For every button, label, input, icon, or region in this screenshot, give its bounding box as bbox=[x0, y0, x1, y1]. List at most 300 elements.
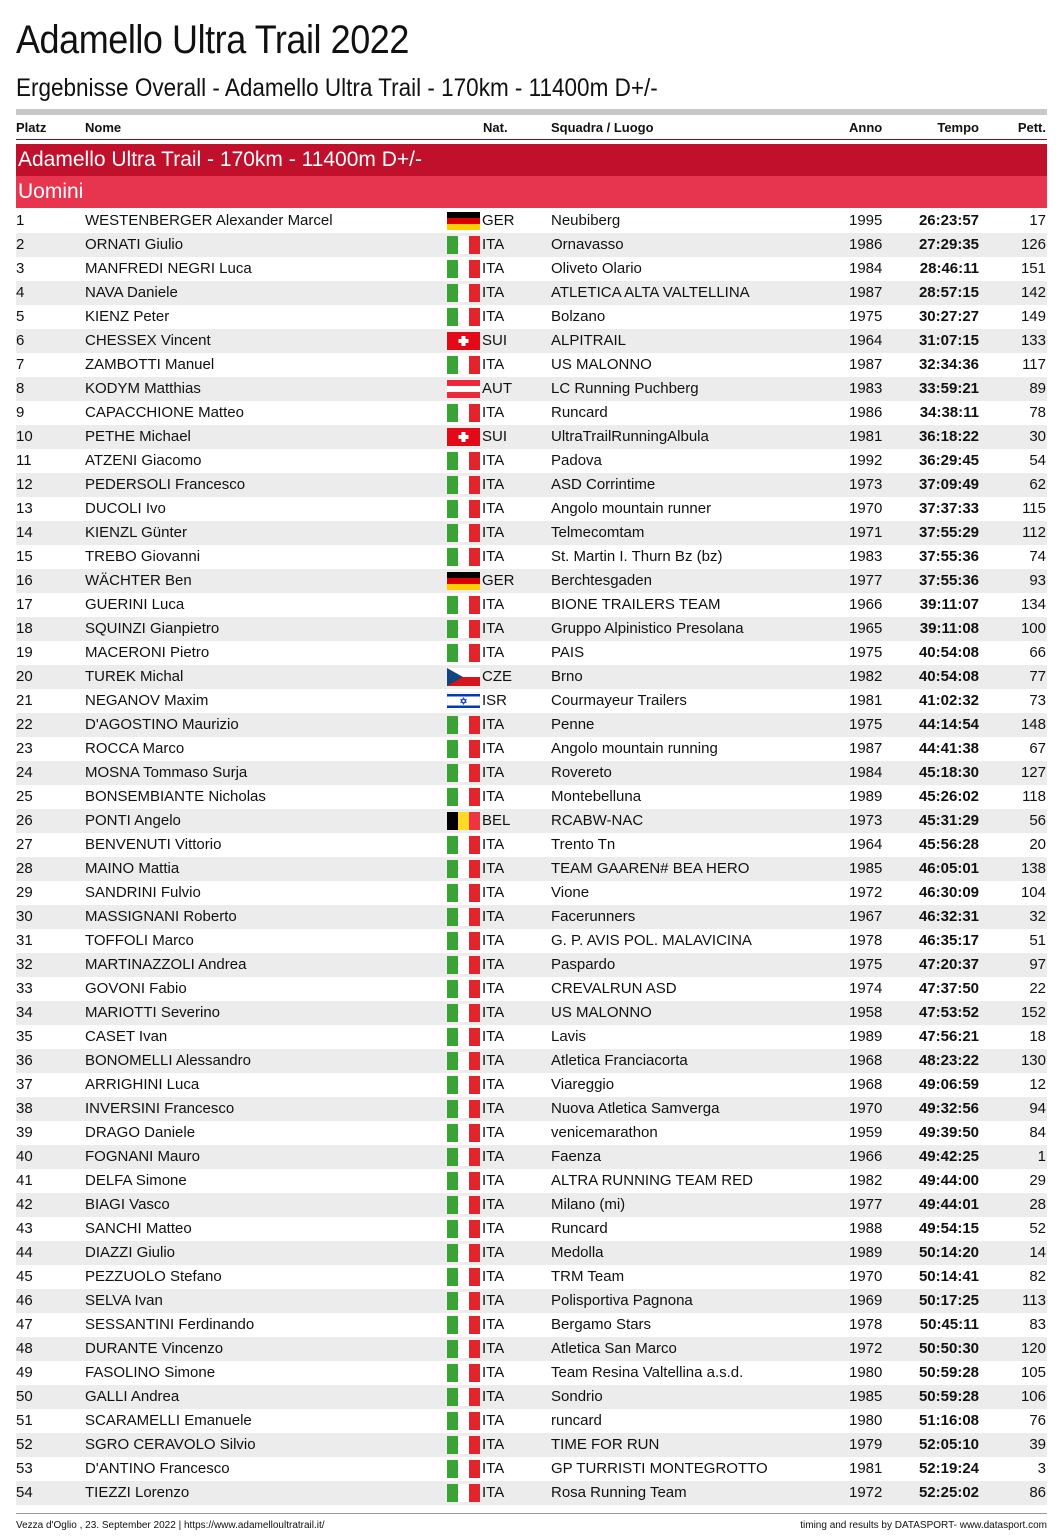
cell-anno: 1992 bbox=[849, 452, 883, 469]
cell-anno: 1995 bbox=[849, 212, 883, 229]
cell-nat: ITA bbox=[482, 956, 505, 973]
cell-nat: ITA bbox=[482, 1412, 505, 1429]
cell-pett: 76 bbox=[1029, 1412, 1046, 1429]
flag-ita-icon bbox=[447, 284, 480, 302]
cell-tempo: 49:44:01 bbox=[918, 1196, 979, 1213]
cell-nat: ITA bbox=[482, 1268, 505, 1285]
flag-ita-icon bbox=[447, 236, 480, 254]
table-row bbox=[16, 545, 1047, 569]
cell-nat: ITA bbox=[482, 1172, 505, 1189]
table-row bbox=[16, 809, 1047, 833]
cell-nome: NAVA Daniele bbox=[85, 284, 178, 301]
cell-tempo: 36:29:45 bbox=[918, 452, 979, 469]
cell-platz: 22 bbox=[16, 716, 33, 733]
cell-nat: ITA bbox=[482, 1244, 505, 1261]
flag-ita-icon bbox=[447, 1196, 480, 1214]
flag-ita-icon bbox=[447, 1076, 480, 1094]
cell-nat: ITA bbox=[482, 1364, 505, 1381]
cell-anno: 1967 bbox=[849, 908, 883, 925]
cell-platz: 16 bbox=[16, 572, 33, 589]
flag-ita-icon bbox=[447, 1340, 480, 1358]
cell-tempo: 41:02:32 bbox=[918, 692, 979, 709]
cell-squadra: TIME FOR RUN bbox=[551, 1436, 660, 1453]
table-row bbox=[16, 617, 1047, 641]
cell-tempo: 47:53:52 bbox=[918, 1004, 979, 1021]
cell-anno: 1977 bbox=[849, 1196, 883, 1213]
footer-right: timing and results by DATASPORT- www.datasport.com bbox=[800, 1520, 1047, 1531]
cell-nome: MASSIGNANI Roberto bbox=[85, 908, 237, 925]
flag-ita-icon bbox=[447, 884, 480, 902]
cell-nome: SANDRINI Fulvio bbox=[85, 884, 201, 901]
cell-anno: 1984 bbox=[849, 764, 883, 781]
cell-anno: 1972 bbox=[849, 1340, 883, 1357]
cell-pett: 149 bbox=[1020, 308, 1046, 325]
cell-pett: 100 bbox=[1020, 620, 1046, 637]
table-row bbox=[16, 1073, 1047, 1097]
cell-nat: ITA bbox=[482, 356, 505, 373]
flag-ita-icon bbox=[447, 980, 480, 998]
cell-nome: DRAGO Daniele bbox=[85, 1124, 196, 1141]
cell-tempo: 44:14:54 bbox=[918, 716, 979, 733]
cell-pett: 148 bbox=[1020, 716, 1046, 733]
cell-anno: 1964 bbox=[849, 836, 883, 853]
cell-nome: D'ANTINO Francesco bbox=[85, 1460, 230, 1477]
cell-nat: ITA bbox=[482, 908, 505, 925]
cell-pett: 94 bbox=[1029, 1100, 1046, 1117]
cell-nat: ITA bbox=[482, 1340, 505, 1357]
cell-nome: CHESSEX Vincent bbox=[85, 332, 211, 349]
cell-platz: 4 bbox=[16, 284, 25, 301]
cell-nat: ITA bbox=[482, 596, 505, 613]
cell-squadra: Angolo mountain running bbox=[551, 740, 718, 757]
cell-nome: BONSEMBIANTE Nicholas bbox=[85, 788, 266, 805]
cell-platz: 50 bbox=[16, 1388, 33, 1405]
cell-nome: KODYM Matthias bbox=[85, 380, 201, 397]
cell-platz: 6 bbox=[16, 332, 25, 349]
cell-nat: ITA bbox=[482, 260, 505, 277]
cell-tempo: 50:14:20 bbox=[918, 1244, 979, 1261]
cell-squadra: Vione bbox=[551, 884, 590, 901]
cell-nome: SQUINZI Gianpietro bbox=[85, 620, 220, 637]
table-row bbox=[16, 905, 1047, 929]
cell-nat: ITA bbox=[482, 500, 505, 517]
cell-squadra: Runcard bbox=[551, 1220, 608, 1237]
cell-squadra: Atletica San Marco bbox=[551, 1340, 677, 1357]
cell-anno: 1972 bbox=[849, 1484, 883, 1501]
cell-platz: 23 bbox=[16, 740, 33, 757]
cell-squadra: Telmecomtam bbox=[551, 524, 645, 541]
table-row bbox=[16, 833, 1047, 857]
table-row bbox=[16, 233, 1047, 257]
cell-pett: 39 bbox=[1029, 1436, 1046, 1453]
cell-platz: 8 bbox=[16, 380, 25, 397]
flag-ita-icon bbox=[447, 764, 480, 782]
cell-squadra: BIONE TRAILERS TEAM bbox=[551, 596, 721, 613]
cell-nat: GER bbox=[482, 572, 515, 589]
column-header-platz: Platz bbox=[16, 120, 47, 135]
cell-nome: FOGNANI Mauro bbox=[85, 1148, 201, 1165]
table-row bbox=[16, 497, 1047, 521]
flag-ita-icon bbox=[447, 500, 480, 518]
flag-ita-icon bbox=[447, 1052, 480, 1070]
table-row bbox=[16, 713, 1047, 737]
cell-nat: ITA bbox=[482, 404, 505, 421]
table-row bbox=[16, 209, 1047, 233]
cell-platz: 20 bbox=[16, 668, 33, 685]
cell-anno: 1989 bbox=[849, 1244, 883, 1261]
table-row bbox=[16, 425, 1047, 449]
cell-tempo: 39:11:08 bbox=[919, 620, 979, 637]
cell-squadra: Atletica Franciacorta bbox=[551, 1052, 688, 1069]
cell-pett: 12 bbox=[1029, 1076, 1046, 1093]
cell-nome: SGRO CERAVOLO Silvio bbox=[85, 1436, 256, 1453]
flag-bel-icon bbox=[447, 812, 480, 830]
cell-anno: 1975 bbox=[849, 716, 883, 733]
cell-anno: 1975 bbox=[849, 308, 883, 325]
flag-sui-icon bbox=[447, 332, 480, 350]
cell-squadra: US MALONNO bbox=[551, 356, 652, 373]
cell-nat: ITA bbox=[482, 644, 505, 661]
cell-tempo: 45:26:02 bbox=[918, 788, 979, 805]
cell-tempo: 45:31:29 bbox=[918, 812, 979, 829]
cell-nome: DELFA Simone bbox=[85, 1172, 187, 1189]
flag-ita-icon bbox=[447, 644, 480, 662]
cell-nat: GER bbox=[482, 212, 515, 229]
table-row bbox=[16, 593, 1047, 617]
cell-pett: 115 bbox=[1022, 500, 1046, 517]
cell-squadra: Brno bbox=[551, 668, 583, 685]
cell-squadra: Penne bbox=[551, 716, 595, 733]
cell-nat: ITA bbox=[482, 740, 505, 757]
cell-tempo: 46:30:09 bbox=[918, 884, 979, 901]
cell-tempo: 50:59:28 bbox=[918, 1364, 979, 1381]
cell-nat: ITA bbox=[482, 1028, 505, 1045]
cell-pett: 62 bbox=[1029, 476, 1046, 493]
cell-platz: 34 bbox=[16, 1004, 33, 1021]
table-row bbox=[16, 689, 1047, 713]
cell-platz: 30 bbox=[16, 908, 33, 925]
table-row bbox=[16, 929, 1047, 953]
cell-tempo: 47:37:50 bbox=[918, 980, 979, 997]
cell-anno: 1972 bbox=[849, 884, 883, 901]
cell-anno: 1989 bbox=[849, 1028, 883, 1045]
cell-anno: 1959 bbox=[849, 1124, 883, 1141]
cell-nome: GUERINI Luca bbox=[85, 596, 185, 613]
cell-anno: 1958 bbox=[849, 1004, 883, 1021]
table-row bbox=[16, 1289, 1047, 1313]
table-row bbox=[16, 1097, 1047, 1121]
cell-platz: 1 bbox=[16, 212, 25, 229]
cell-platz: 33 bbox=[16, 980, 33, 997]
cell-nat: SUI bbox=[482, 332, 508, 349]
cell-nat: ITA bbox=[482, 1460, 505, 1477]
cell-anno: 1968 bbox=[849, 1052, 883, 1069]
table-row bbox=[16, 1481, 1047, 1505]
flag-ita-icon bbox=[447, 740, 480, 758]
table-row bbox=[16, 1145, 1047, 1169]
cell-platz: 39 bbox=[16, 1124, 33, 1141]
cell-pett: 86 bbox=[1029, 1484, 1046, 1501]
table-row bbox=[16, 1049, 1047, 1073]
cell-anno: 1985 bbox=[849, 1388, 883, 1405]
cell-platz: 26 bbox=[16, 812, 33, 829]
cell-tempo: 49:54:15 bbox=[918, 1220, 979, 1237]
cell-platz: 13 bbox=[16, 500, 33, 517]
cell-platz: 42 bbox=[16, 1196, 33, 1213]
cell-platz: 2 bbox=[16, 236, 25, 253]
cell-nome: CASET Ivan bbox=[85, 1028, 168, 1045]
cell-squadra: Bolzano bbox=[551, 308, 606, 325]
cell-nome: BENVENUTI Vittorio bbox=[85, 836, 222, 853]
cell-platz: 40 bbox=[16, 1148, 33, 1165]
flag-ita-icon bbox=[447, 956, 480, 974]
cell-platz: 43 bbox=[16, 1220, 33, 1237]
flag-ita-icon bbox=[447, 1220, 480, 1238]
cell-nat: ITA bbox=[482, 1436, 505, 1453]
cell-tempo: 50:59:28 bbox=[918, 1388, 979, 1405]
cell-platz: 37 bbox=[16, 1076, 33, 1093]
cell-tempo: 52:25:02 bbox=[918, 1484, 979, 1501]
flag-ita-icon bbox=[447, 1316, 480, 1334]
cell-platz: 15 bbox=[16, 548, 33, 565]
table-row bbox=[16, 281, 1047, 305]
cell-platz: 24 bbox=[16, 764, 33, 781]
cell-nome: D'AGOSTINO Maurizio bbox=[85, 716, 239, 733]
cell-nome: FASOLINO Simone bbox=[85, 1364, 216, 1381]
page-title: Adamello Ultra Trail 2022 bbox=[16, 18, 409, 62]
cell-platz: 52 bbox=[16, 1436, 33, 1453]
column-header-nat: Nat. bbox=[483, 120, 508, 135]
category-band: Uomini bbox=[16, 176, 1047, 208]
flag-sui-icon bbox=[447, 428, 480, 446]
cell-tempo: 49:44:00 bbox=[918, 1172, 979, 1189]
table-row bbox=[16, 1457, 1047, 1481]
cell-nome: MARTINAZZOLI Andrea bbox=[85, 956, 247, 973]
cell-tempo: 50:14:41 bbox=[918, 1268, 979, 1285]
cell-nome: KIENZ Peter bbox=[85, 308, 170, 325]
cell-pett: 20 bbox=[1029, 836, 1046, 853]
cell-squadra: RCABW-NAC bbox=[551, 812, 644, 829]
cell-nome: PEDERSOLI Francesco bbox=[85, 476, 246, 493]
flag-ita-icon bbox=[447, 860, 480, 878]
cell-pett: 117 bbox=[1022, 356, 1046, 373]
column-header-anno: Anno bbox=[849, 120, 883, 135]
cell-anno: 1973 bbox=[849, 476, 883, 493]
cell-pett: 93 bbox=[1029, 572, 1046, 589]
table-row bbox=[16, 1361, 1047, 1385]
cell-squadra: Paspardo bbox=[551, 956, 616, 973]
table-row bbox=[16, 1265, 1047, 1289]
cell-platz: 36 bbox=[16, 1052, 33, 1069]
cell-tempo: 46:32:31 bbox=[918, 908, 979, 925]
cell-platz: 46 bbox=[16, 1292, 33, 1309]
cell-nome: TUREK Michal bbox=[85, 668, 184, 685]
cell-platz: 19 bbox=[16, 644, 33, 661]
cell-anno: 1969 bbox=[849, 1292, 883, 1309]
cell-anno: 1986 bbox=[849, 236, 883, 253]
cell-nat: ITA bbox=[482, 932, 505, 949]
cell-squadra: Viareggio bbox=[551, 1076, 615, 1093]
cell-platz: 53 bbox=[16, 1460, 33, 1477]
cell-anno: 1986 bbox=[849, 404, 883, 421]
table-row bbox=[16, 1313, 1047, 1337]
cell-platz: 32 bbox=[16, 956, 33, 973]
table-row bbox=[16, 473, 1047, 497]
cell-pett: 152 bbox=[1020, 1004, 1046, 1021]
table-row bbox=[16, 1385, 1047, 1409]
cell-nat: ITA bbox=[482, 284, 505, 301]
cell-nome: ORNATI Giulio bbox=[85, 236, 184, 253]
cell-nome: MOSNA Tommaso Surja bbox=[85, 764, 248, 781]
cell-pett: 151 bbox=[1020, 260, 1046, 277]
cell-nome: BIAGI Vasco bbox=[85, 1196, 170, 1213]
cell-nome: PONTI Angelo bbox=[85, 812, 181, 829]
cell-squadra: ASD Corrintime bbox=[551, 476, 656, 493]
cell-nome: KIENZL Günter bbox=[85, 524, 187, 541]
cell-nat: BEL bbox=[482, 812, 511, 829]
cell-nome: NEGANOV Maxim bbox=[85, 692, 209, 709]
cell-anno: 1975 bbox=[849, 644, 883, 661]
table-row bbox=[16, 569, 1047, 593]
cell-squadra: Milano (mi) bbox=[551, 1196, 626, 1213]
cell-anno: 1973 bbox=[849, 812, 883, 829]
cell-platz: 29 bbox=[16, 884, 33, 901]
cell-squadra: GP TURRISTI MONTEGROTTO bbox=[551, 1460, 768, 1477]
cell-nat: ITA bbox=[482, 1484, 505, 1501]
cell-nat: ISR bbox=[482, 692, 508, 709]
cell-tempo: 44:41:38 bbox=[918, 740, 979, 757]
cell-platz: 9 bbox=[16, 404, 25, 421]
cell-nat: AUT bbox=[482, 380, 512, 397]
cell-nome: MARIOTTI Severino bbox=[85, 1004, 221, 1021]
cell-pett: 120 bbox=[1020, 1340, 1046, 1357]
cell-pett: 28 bbox=[1029, 1196, 1046, 1213]
cell-platz: 31 bbox=[16, 932, 33, 949]
flag-ita-icon bbox=[447, 1484, 480, 1502]
cell-platz: 10 bbox=[16, 428, 33, 445]
table-row bbox=[16, 1241, 1047, 1265]
cell-nat: ITA bbox=[482, 620, 505, 637]
cell-anno: 1980 bbox=[849, 1364, 883, 1381]
cell-nat: ITA bbox=[482, 1004, 505, 1021]
cell-anno: 1984 bbox=[849, 260, 883, 277]
cell-tempo: 37:55:36 bbox=[918, 572, 979, 589]
cell-pett: 77 bbox=[1029, 668, 1046, 685]
cell-nome: PEZZUOLO Stefano bbox=[85, 1268, 222, 1285]
table-row bbox=[16, 1001, 1047, 1025]
cell-anno: 1982 bbox=[849, 1172, 883, 1189]
cell-pett: 32 bbox=[1029, 908, 1046, 925]
cell-squadra: Rovereto bbox=[551, 764, 612, 781]
column-header-pett: Pett. bbox=[1017, 120, 1046, 135]
cell-pett: 22 bbox=[1029, 980, 1046, 997]
cell-squadra: Bergamo Stars bbox=[551, 1316, 652, 1333]
table-row bbox=[16, 1169, 1047, 1193]
cell-squadra: ATLETICA ALTA VALTELLINA bbox=[551, 284, 750, 301]
cell-nome: WESTENBERGER Alexander Marcel bbox=[85, 212, 333, 229]
cell-platz: 11 bbox=[16, 452, 32, 469]
cell-tempo: 49:39:50 bbox=[918, 1124, 979, 1141]
flag-ita-icon bbox=[447, 836, 480, 854]
cell-nome: MAINO Mattia bbox=[85, 860, 180, 877]
cell-nome: DIAZZI Giulio bbox=[85, 1244, 176, 1261]
table-row bbox=[16, 329, 1047, 353]
cell-pett: 104 bbox=[1020, 884, 1046, 901]
cell-nat: ITA bbox=[482, 884, 505, 901]
cell-pett: 73 bbox=[1029, 692, 1046, 709]
cell-anno: 1975 bbox=[849, 956, 883, 973]
cell-squadra: St. Martin I. Thurn Bz (bz) bbox=[551, 548, 723, 565]
cell-nat: ITA bbox=[482, 1148, 505, 1165]
cell-pett: 56 bbox=[1029, 812, 1046, 829]
flag-ita-icon bbox=[447, 932, 480, 950]
cell-pett: 18 bbox=[1029, 1028, 1046, 1045]
flag-isr-icon bbox=[447, 692, 480, 710]
cell-pett: 112 bbox=[1022, 524, 1046, 541]
cell-nat: ITA bbox=[482, 236, 505, 253]
cell-tempo: 32:34:36 bbox=[918, 356, 979, 373]
table-row bbox=[16, 353, 1047, 377]
cell-nat: ITA bbox=[482, 1124, 505, 1141]
cell-nome: ROCCA Marco bbox=[85, 740, 185, 757]
cell-pett: 89 bbox=[1029, 380, 1046, 397]
cell-squadra: Ornavasso bbox=[551, 236, 624, 253]
cell-tempo: 27:29:35 bbox=[918, 236, 979, 253]
flag-ita-icon bbox=[447, 1004, 480, 1022]
cell-nat: ITA bbox=[482, 1292, 505, 1309]
cell-squadra: Lavis bbox=[551, 1028, 587, 1045]
cell-platz: 35 bbox=[16, 1028, 33, 1045]
cell-nome: BONOMELLI Alessandro bbox=[85, 1052, 251, 1069]
cell-pett: 142 bbox=[1020, 284, 1046, 301]
cell-platz: 48 bbox=[16, 1340, 33, 1357]
cell-pett: 30 bbox=[1029, 428, 1046, 445]
flag-ita-icon bbox=[447, 1028, 480, 1046]
cell-anno: 1970 bbox=[849, 500, 883, 517]
flag-ita-icon bbox=[447, 1412, 480, 1430]
cell-tempo: 50:17:25 bbox=[918, 1292, 979, 1309]
cell-tempo: 45:56:28 bbox=[918, 836, 979, 853]
cell-nat: ITA bbox=[482, 1100, 505, 1117]
table-row bbox=[16, 665, 1047, 689]
cell-tempo: 30:27:27 bbox=[918, 308, 979, 325]
cell-pett: 106 bbox=[1020, 1388, 1046, 1405]
cell-tempo: 40:54:08 bbox=[918, 668, 979, 685]
cell-anno: 1971 bbox=[849, 524, 883, 541]
cell-pett: 29 bbox=[1029, 1172, 1046, 1189]
cell-tempo: 37:37:33 bbox=[918, 500, 979, 517]
cell-anno: 1965 bbox=[849, 620, 883, 637]
cell-squadra: Medolla bbox=[551, 1244, 604, 1261]
cell-platz: 51 bbox=[16, 1412, 33, 1429]
cell-anno: 1978 bbox=[849, 932, 883, 949]
flag-ita-icon bbox=[447, 788, 480, 806]
race-band: Adamello Ultra Trail - 170km - 11400m D+/- bbox=[16, 144, 1047, 176]
cell-squadra: PAIS bbox=[551, 644, 585, 661]
cell-tempo: 37:55:36 bbox=[918, 548, 979, 565]
table-row bbox=[16, 641, 1047, 665]
cell-nome: ATZENI Giacomo bbox=[85, 452, 202, 469]
cell-nome: TREBO Giovanni bbox=[85, 548, 201, 565]
table-row bbox=[16, 1217, 1047, 1241]
cell-tempo: 50:45:11 bbox=[919, 1316, 979, 1333]
table-row bbox=[16, 881, 1047, 905]
flag-ita-icon bbox=[447, 1292, 480, 1310]
table-row bbox=[16, 1193, 1047, 1217]
cell-squadra: Neubiberg bbox=[551, 212, 621, 229]
cell-squadra: CREVALRUN ASD bbox=[551, 980, 677, 997]
table-row bbox=[16, 401, 1047, 425]
